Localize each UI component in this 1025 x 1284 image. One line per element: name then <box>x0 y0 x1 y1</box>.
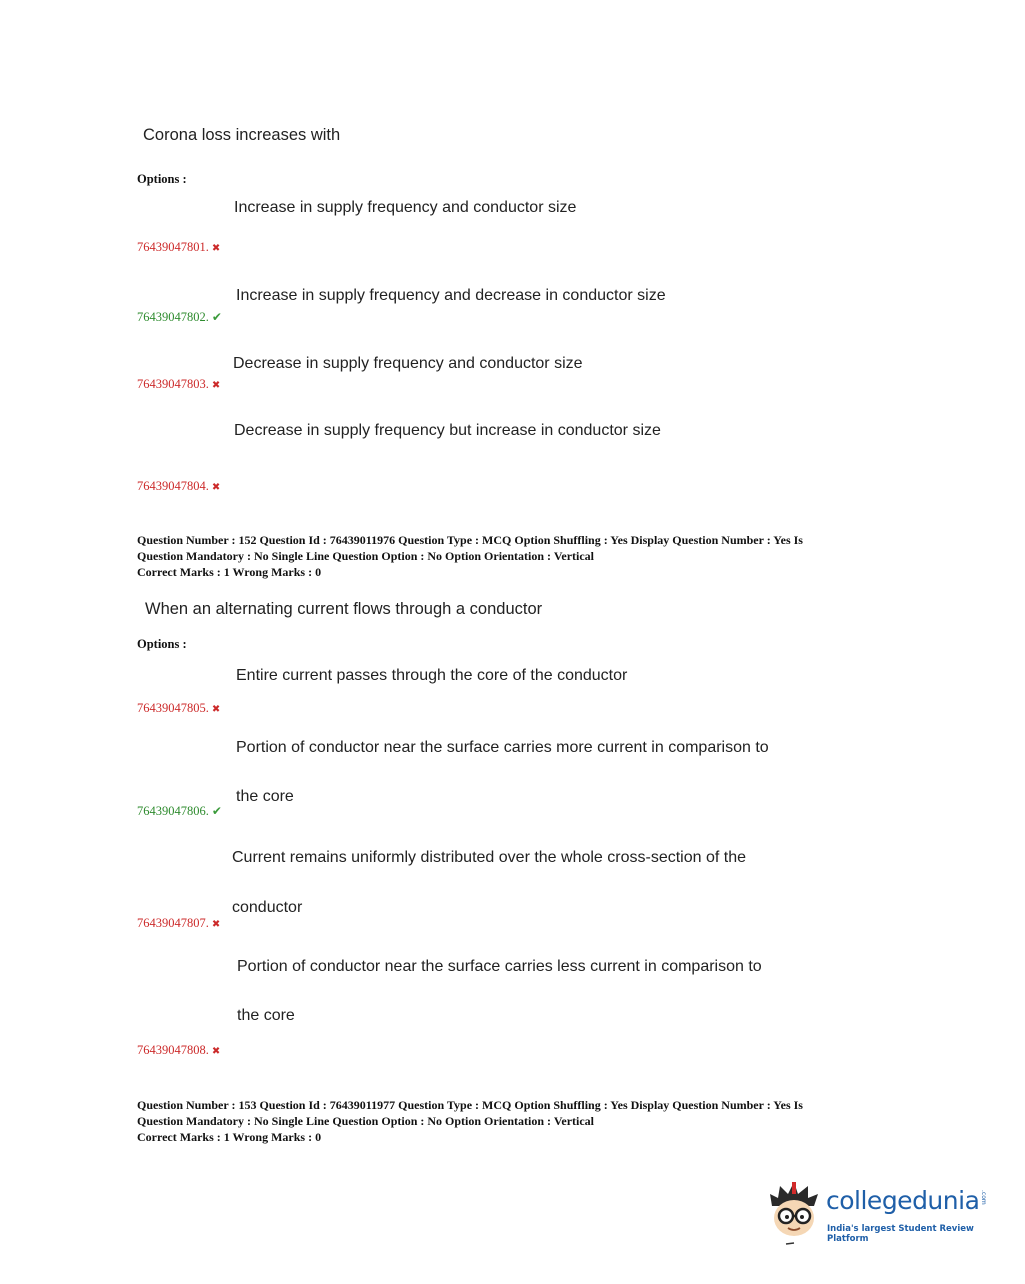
option-text-continued: conductor <box>232 899 303 916</box>
logo-suffix: .com <box>980 1190 987 1205</box>
option-text: Increase in supply frequency and conductor size <box>234 199 577 216</box>
collegedunia-logo <box>766 1176 992 1248</box>
meta-line: Question Mandatory : No Single Line Question Option : No Option Orientation : Vertical <box>137 1113 595 1128</box>
option-id: 76439047808. ✖ <box>137 1043 221 1057</box>
option-id: 76439047802. ✔ <box>137 310 222 324</box>
option-text: Portion of conductor near the surface carries less current in comparison to <box>237 958 762 975</box>
check-icon: ✔ <box>211 310 222 324</box>
cross-icon: ✖ <box>211 1046 221 1057</box>
option-id: 76439047807. ✖ <box>137 916 221 930</box>
cross-icon: ✖ <box>211 380 221 391</box>
option-id: 76439047801. ✖ <box>137 240 221 254</box>
question-meta-153 <box>137 1098 803 1146</box>
question-text-2: When an alternating current flows through a conductor <box>145 600 543 618</box>
check-icon: ✔ <box>211 804 222 818</box>
option-text: Portion of conductor near the surface carries more current in comparison to <box>236 739 769 756</box>
meta-line: Question Number : 152 Question Id : 76439011976 Question Type : MCQ Option Shuffling : Yes Display Question Number : Yes Is <box>137 533 803 547</box>
option-text-continued: the core <box>236 788 294 805</box>
cross-icon: ✖ <box>211 919 221 930</box>
option-id: 76439047803. ✖ <box>137 377 221 391</box>
option-id: 76439047806. ✔ <box>137 804 222 818</box>
mascot-icon <box>766 1176 826 1248</box>
meta-line: Question Mandatory : No Single Line Question Option : No Option Orientation : Vertical <box>137 548 595 563</box>
meta-line: Question Number : 153 Question Id : 76439011977 Question Type : MCQ Option Shuffling : Yes Display Question Number : Yes Is <box>137 1098 803 1112</box>
option-id: 76439047805. ✖ <box>137 701 221 715</box>
cross-icon: ✖ <box>211 704 221 715</box>
cross-icon: ✖ <box>211 482 221 493</box>
logo-wordmark: collegedunia <box>826 1186 980 1215</box>
options-label-2: Options : <box>137 637 187 651</box>
question-meta-152 <box>137 533 803 581</box>
options-label-1: Options : <box>137 172 187 186</box>
option-text: Current remains uniformly distributed over the whole cross-section of the <box>232 849 746 866</box>
meta-line: Correct Marks : 1 Wrong Marks : 0 <box>137 1130 322 1144</box>
option-text-continued: the core <box>237 1007 295 1024</box>
option-text: Decrease in supply frequency and conductor size <box>233 355 583 372</box>
option-text: Decrease in supply frequency but increase in conductor size <box>234 422 661 439</box>
cross-icon: ✖ <box>211 243 221 254</box>
logo-tagline: India's largest Student Review Platform <box>827 1224 974 1244</box>
option-text: Increase in supply frequency and decrease in conductor size <box>236 287 666 304</box>
option-text: Entire current passes through the core of the conductor <box>236 667 628 684</box>
question-text-1: Corona loss increases with <box>143 126 341 144</box>
option-id: 76439047804. ✖ <box>137 479 221 493</box>
meta-line: Correct Marks : 1 Wrong Marks : 0 <box>137 565 322 579</box>
